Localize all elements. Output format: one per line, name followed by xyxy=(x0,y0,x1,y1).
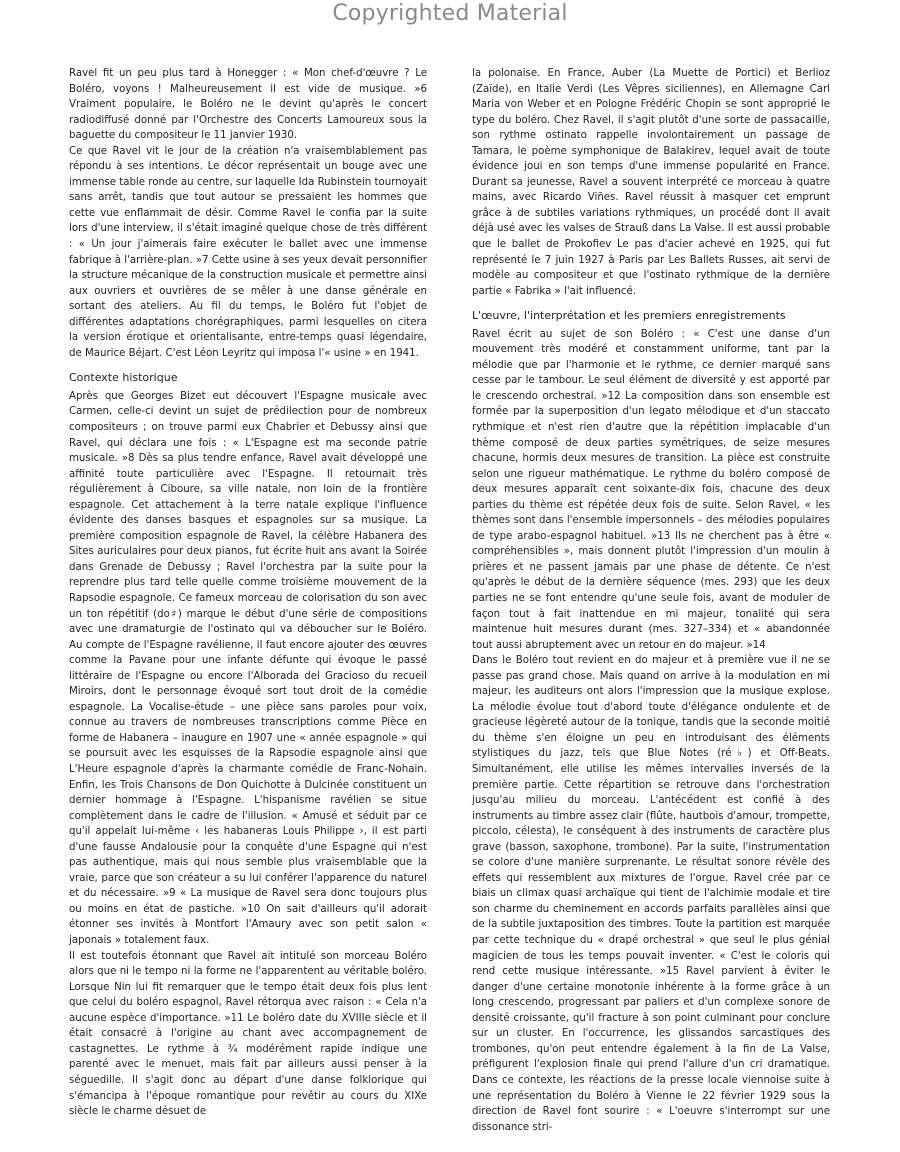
paragraph: la polonaise. En France, Auber (La Muette de Portici) et Berlioz (Zaïde), en Italie Verdi (Les Vêpres siciliennes), en Allemagne Carl Maria von Weber et en Pologne Frédéric Chopin se sont approprié le type du boléro. Chez Ravel, il s'agit plutôt d'une sorte de passacaille, son rythme ostinato rappelle involontairement un passage de Tamara, le poème symphonique de Balakirev, lequel avait de toute évidence joui en son temps d'une immense popularité en France. Durant sa jeunesse, Ravel a souvent interprété ce morceau à quatre mains, avec Ricardo Viñes. Ravel réussit à masquer cet emprunt grâce à de subtiles variations rythmiques, un procédé dont il avait déjà usé avec les valses de Strauß dans La Valse. Il est aussi probable que le ballet de Prokofiev Le pas d'acier achevé en 1925, qui fut représenté le 7 juin 1927 à Paris par Les Ballets Russes, ait servi de modèle au compositeur et que l'ostinato rythmique de la dernière partie « Fabrika » l'ait influencé. xyxy=(472,68,830,297)
paragraph: Dans le Boléro tout revient en do majeur et à première vue il ne se passe pas grand chose. Mais quand on arrive à la modulation en mi majeur, les auditeurs ont alors l'impression que la musique explose. La mélodie évolue tout d'abord toute d'élégance ondulente et de gracieuse légèreté autour de la tonique, tandis que la seconde moitié du thème s'en éloigne un peu en introduisant des éléments stylistiques du jazz, tels que Blue Notes (ré♭) et Off-Beats. Simultanément, elle utilise les mêmes intervalles inversés de la première partie. Cette répartition se retrouve dans l'orchestration jusqu'au milieu du morceau. L'antécédent est confié à des instruments au timbre assez clair (flûte, hautbois d'amour, trompette, piccolo, célesta), le conséquent à des instruments de caractère plus grave (basson, saxophone, trombone). Par la suite, l'instrumentation se colore d'une manière surprenante. Le résultat sonore révèle des effets qui ressemblent aux mixtures de l'orgue. Ravel crée par ce biais un climax quasi archaïque qui tient de l'alchimie modale et tire son charme du cheminement en accords parfaits parallèles ainsi que de la subtile juxtaposition des timbres. Toute la partition est marquée par cette technique du « drapé orchestral » que seul le plus génial magicien de tous les temps pouvait inventer. « C'est le coloris qui rend cette musique intéressante. »15 Ravel parvient à éviter le danger d'une certaine monotonie inhérente à la forme grâce à un long crescendo, progressant par paliers et d'un complexe sonore de densité croissante, qu'il fracture à son point culminant pour conclure sur un cluster. En l'occurrence, les glissandos sarcastiques des trombones, qu'on peut entendre également à la fin de La Valse, préfigurent l'explosion finale qui prend l'allure d'un cri dramatique. Dans ce contexte, les réactions de la presse locale viennoise suite à une représentation du Boléro à Vienne le 22 février 1929 sous la direction de Ravel font sourire : « L'oeuvre s'interrompt sur une dissonance stri- xyxy=(472,655,830,1133)
left-column xyxy=(69,66,427,1120)
copyright-watermark: Copyrighted Material xyxy=(332,1,568,26)
paragraph: Ravel écrit au sujet de son Boléro : « C'est une danse d'un mouvement très modéré et constamment uniforme, tant par la mélodie que par l'harmonie et le rythme, ce dernier marqué sans cesse par le tambour. Le seul élément de diversité y est apporté par le crescendo orchestral. »12 La composition dans son ensemble est formée par la superposition d'un legato mélodique et d'un staccato rythmique et n'est rien d'autre que la répétition implacable d'un thème composé de deux parties symétriques, de seize mesures chacune, hormis deux mesures de transition. La pièce est construite selon une rigueur mathématique. Le rythme du boléro composé de deux mesures apparaît cent soixante-dix fois, chacune des deux parties du thème est répétée deux fois de suite. Selon Ravel, « les thèmes sont dans l'ensemble impersonnels – des mélodies populaires de type arabo-espagnol habituel. »13 Ils ne cherchent pas à être « compréhensibles », mais donnent plutôt l'impression d'un moulin à prières et ne passent jamais par une phase de détente. Ce n'est qu'après le début de la dernière séquence (mes. 293) que les deux parties ne se font entendre qu'une seule fois, avant de moduler de façon tout à fait inattendue en mi majeur, tonalité qui sera maintenue huit mesures durant (mes. 327–334) et « abandonnée tout aussi abruptement avec un retour en do majeur. »14 xyxy=(472,328,830,651)
paragraph: Ravel fit un peu plus tard à Honegger : « Mon chef-d'œuvre ? Le Boléro, voyons ! Malheureusement il est vide de musique. »6 Vraiment populaire, le Boléro ne le devint qu'après le concert radiodiffusé donné par l'Orchestre des Concerts Lamoureux sous la baguette du compositeur le 11 janvier 1930. xyxy=(69,68,427,142)
right-column xyxy=(472,66,830,1135)
paragraph: Après que Georges Bizet eut découvert l'Espagne musicale avec Carmen, celle-ci devint un sujet de prédilection pour de nombreux compositeurs ; on trouve parmi eux Chabrier et Debussy ainsi que Ravel, qui déclara une fois : « L'Espagne est ma seconde patrie musicale. »8 Dès sa plus tendre enfance, Ravel avait développé une affinité toute particulière avec l'Espagne. Il retournait très régulièrement à Ciboure, sa ville natale, non loin de la frontière espagnole. Cet attachement à la terre natale explique l'influence évidente des danses basques et espagnoles sur sa musique. La première composition espagnole de Ravel, la célèbre Habanera des Sites auriculaires pour deux pianos, fut écrite huit ans avant la Soirée dans Grenade de Debussy ; Ravel l'orchestra par la suite pour la reprendre plus tard telle quelle comme troisième mouvement de la Rapsodie espagnole. Ce fameux morceau de colorisation du son avec un ton répétitif (do♯) marque le début d'une série de compositions avec une dramaturgie de l'ostinato qui va déboucher sur le Boléro. Au compte de l'Espagne ravélienne, il faut encore ajouter des œuvres comme la Pavane pour une infante défunte qui évoque le passé littéraire de l'Espagne ou encore l'Alborada del Gracioso du recueil Miroirs, dont le personnage évoqué sort tout droit de la comédie espagnole. La Vocalise-étude – une pièce sans paroles pour voix, connue au travers de nombreuses transcriptions comme Pièce en forme de Habanera – inaugure en 1907 une « année espagnole » qui se poursuit avec les esquisses de la Rapsodie espagnole ainsi que L'Heure espagnole d'après la charmante comédie de Franc-Nohain. Enfin, les Trois Chansons de Don Quichotte à Dulcinée constituent un dernier hommage à l'Espagne. L'hispanisme ravélien se situe complètement dans le cadre de l'illusion. « Amusé et séduit par ce qu'il appelait lui-même ‹ les habaneras Louis Philippe ›, il est parti d'une fausse Andalousie pour la conquête d'une Espagne qui n'est pas authentique, mais qui nous semble plus vraisemblable que la vraie, parce que son créateur a su lui conférer l'apparence du naturel et du nécessaire. »9 « La musique de Ravel sera donc toujours plus ou moins en état de pastiche. »10 On sait d'ailleurs qu'il adorait étonner ses invités à Montfort l'Amaury avec son petit salon « japonais » totalement faux. xyxy=(69,390,427,947)
paragraph: Ce que Ravel vit le jour de la création n'a vraisemblablement pas répondu à ses intentions. Le décor représentait un bouge avec une immense table ronde au centre, sur laquelle Ida Rubinstein tournoyait sans arrêt, tandis que tout autour se pressaient les hommes que cette vue enflammait de désir. Comme Ravel le confia par la suite lors d'une interview, il s'était imaginé quelque chose de très différent : « Un jour j'aimerais faire exécuter le ballet avec une immense fabrique à l'arrière-plan. »7 Cette usine à ses yeux devait personnifier la structure mécanique de la construction musicale et permettre ainsi aux ouvriers et ouvrières de se mêler à une danse générale en sortant des ateliers. Au fil du temps, le Boléro fut l'objet de différentes adaptations chorégraphiques, parmi lesquelles on citera la version érotique et orientalisante, entre-temps quasi légendaire, de Maurice Béjart. C'est Léon Leyritz qui imposa l'« usine » en 1941. xyxy=(69,145,427,359)
section-heading: L'œuvre, l'interprétation et les premiers enregistrements xyxy=(472,309,786,323)
paragraph: Il est toutefois étonnant que Ravel ait intitulé son morceau Boléro alors que ni le tempo ni la forme ne l'apparentent au véritable boléro. Lorsque Nin lui fit remarquer que le tempo était deux fois plus lent que celui du boléro espagnol, Ravel rétorqua avec raison : « Cela n'a aucune espèce d'importance. »11 Le boléro date du XVIIIe siècle et il était consacré à l'origine au chant avec accompagnement de castagnettes. Le rythme à ¾ modérément rapide indique une parenté avec le menuet, mais fait par ailleurs aussi penser à la séguedille. Il s'agit donc au départ d'une danse folklorique qui s'émancipa à l'époque romantique pour revêtir au cours du XIXe siècle le charme désuet de xyxy=(69,950,427,1118)
section-heading: Contexte historique xyxy=(69,371,178,385)
